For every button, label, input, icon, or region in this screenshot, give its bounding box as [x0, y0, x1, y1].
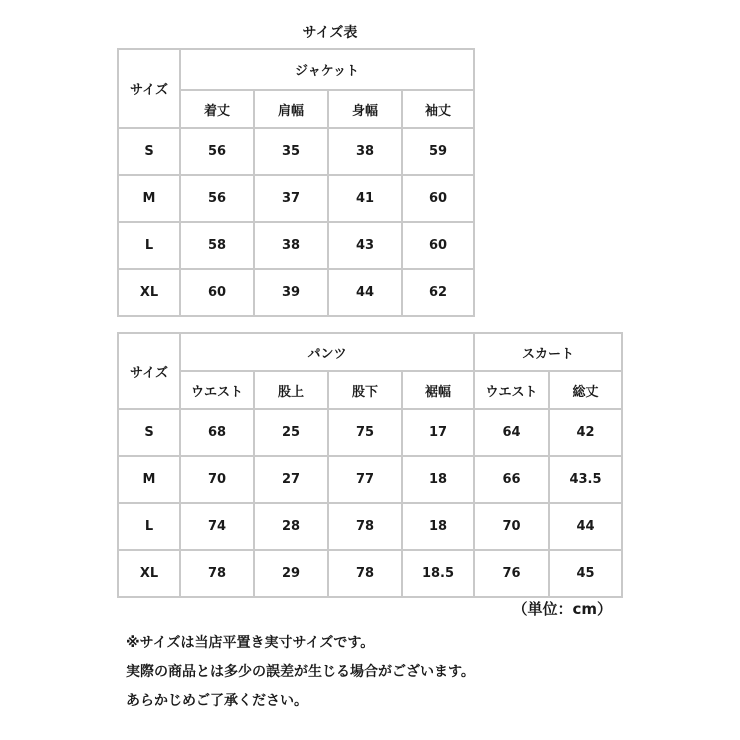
table-cell: 70: [180, 456, 254, 503]
table-cell: 25: [254, 409, 328, 456]
table-row: [118, 269, 474, 316]
table-cell: 75: [328, 409, 402, 456]
table-cell: 60: [402, 175, 474, 222]
table-cell: 78: [180, 550, 254, 597]
table-cell: 43.5: [549, 456, 622, 503]
table-cell: 27: [254, 456, 328, 503]
table-row: [118, 409, 622, 456]
column-header: ウエスト: [474, 371, 549, 409]
table-cell: 59: [402, 128, 474, 175]
table-cell: 60: [402, 222, 474, 269]
column-header: ウエスト: [180, 371, 254, 409]
note-line: ※サイズは当店平置き実寸サイズです。: [126, 635, 375, 651]
table-row: [118, 128, 474, 175]
size-label: M: [118, 456, 180, 503]
column-header: 総丈: [549, 371, 622, 409]
column-header: 股上: [254, 371, 328, 409]
jacket-group-header: ジャケット: [180, 49, 474, 90]
size-header: サイズ: [118, 49, 180, 128]
table-cell: 45: [549, 550, 622, 597]
size-label: L: [118, 503, 180, 550]
page-title: サイズ表: [302, 25, 358, 41]
table-cell: 43: [328, 222, 402, 269]
table-cell: 58: [180, 222, 254, 269]
size-label: M: [118, 175, 180, 222]
skirt-group-header: スカート: [474, 333, 622, 371]
table-cell: 38: [328, 128, 402, 175]
table-cell: 18: [402, 456, 474, 503]
table-cell: 44: [328, 269, 402, 316]
table-cell: 64: [474, 409, 549, 456]
table-row: [118, 503, 622, 550]
column-header: 股下: [328, 371, 402, 409]
table-cell: 68: [180, 409, 254, 456]
table-cell: 56: [180, 175, 254, 222]
table-row: [118, 175, 474, 222]
size-label: XL: [118, 550, 180, 597]
table-cell: 60: [180, 269, 254, 316]
table-cell: 78: [328, 550, 402, 597]
table-cell: 39: [254, 269, 328, 316]
table-cell: 77: [328, 456, 402, 503]
table-cell: 29: [254, 550, 328, 597]
table-cell: 62: [402, 269, 474, 316]
table-cell: 28: [254, 503, 328, 550]
table-row: [118, 222, 474, 269]
size-label: L: [118, 222, 180, 269]
jacket-size-table: [117, 48, 475, 317]
table-cell: 18: [402, 503, 474, 550]
table-cell: 17: [402, 409, 474, 456]
table-cell: 35: [254, 128, 328, 175]
table-cell: 56: [180, 128, 254, 175]
table-cell: 66: [474, 456, 549, 503]
column-header: 袖丈: [402, 90, 474, 128]
table-cell: 42: [549, 409, 622, 456]
pants-group-header: パンツ: [180, 333, 474, 371]
unit-label: （単位：cm）: [512, 600, 612, 618]
size-label: XL: [118, 269, 180, 316]
note-line: あらかじめご了承ください。: [126, 693, 308, 709]
notes-block: [126, 629, 475, 716]
column-header: 着丈: [180, 90, 254, 128]
table-row: [118, 456, 622, 503]
size-label: S: [118, 128, 180, 175]
table-cell: 74: [180, 503, 254, 550]
table-cell: 70: [474, 503, 549, 550]
table-cell: 44: [549, 503, 622, 550]
column-header: 肩幅: [254, 90, 328, 128]
table-cell: 18.5: [402, 550, 474, 597]
column-header: 裾幅: [402, 371, 474, 409]
table-cell: 37: [254, 175, 328, 222]
column-header: 身幅: [328, 90, 402, 128]
note-line: 実際の商品とは多少の誤差が生じる場合がございます。: [126, 664, 475, 680]
table-row: [118, 550, 622, 597]
table-cell: 76: [474, 550, 549, 597]
size-header: サイズ: [118, 333, 180, 409]
table-cell: 38: [254, 222, 328, 269]
table-cell: 78: [328, 503, 402, 550]
pants-skirt-size-table: [117, 332, 623, 598]
table-cell: 41: [328, 175, 402, 222]
size-label: S: [118, 409, 180, 456]
